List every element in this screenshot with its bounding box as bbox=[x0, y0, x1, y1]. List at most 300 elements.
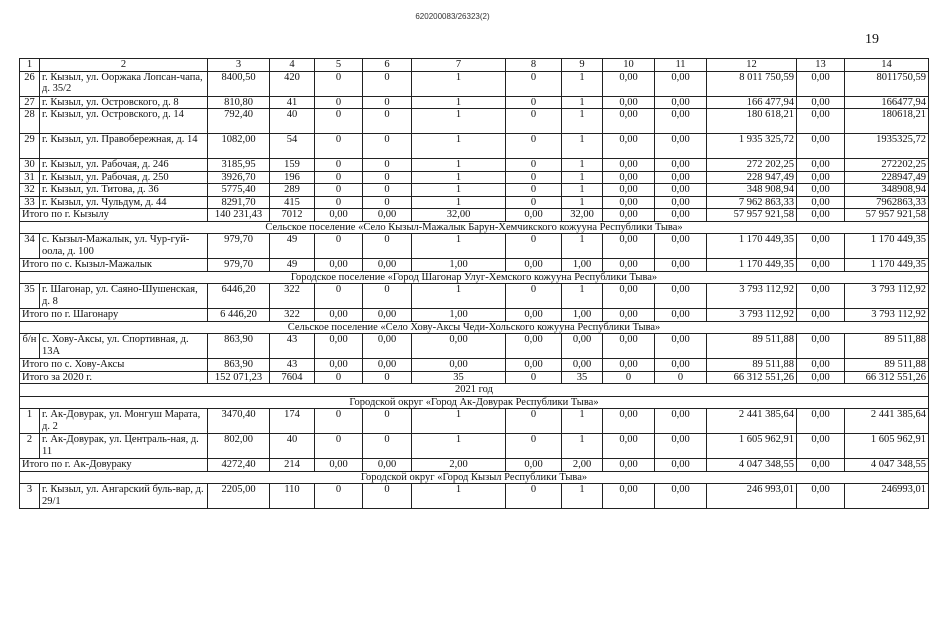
table-cell: 0 bbox=[315, 484, 363, 509]
table-cell: 0,00 bbox=[603, 334, 655, 359]
table-cell: 0 bbox=[315, 134, 363, 159]
total-cell: 0,00 bbox=[506, 459, 562, 472]
table-cell: 0,00 bbox=[655, 284, 707, 309]
total-cell: 0,00 bbox=[797, 209, 845, 222]
table-cell: 0 bbox=[506, 159, 562, 172]
table-cell: 0 bbox=[506, 434, 562, 459]
table-cell: 89 511,88 bbox=[845, 334, 929, 359]
total-cell: 0,00 bbox=[412, 359, 506, 372]
column-number-cell: 4 bbox=[270, 59, 315, 72]
table-row bbox=[20, 109, 929, 134]
total-cell: 0,00 bbox=[655, 359, 707, 372]
total-cell: 0,00 bbox=[655, 309, 707, 322]
total-cell: 43 bbox=[270, 359, 315, 372]
table-cell: 0,00 bbox=[603, 71, 655, 96]
table-cell: 0 bbox=[363, 159, 412, 172]
address-cell: г. Кызыл, ул. Рабочая, д. 250 bbox=[40, 171, 208, 184]
table-cell: 1 170 449,35 bbox=[845, 234, 929, 259]
table-row bbox=[20, 484, 929, 509]
table-cell: 1 bbox=[412, 184, 506, 197]
table-cell: 159 bbox=[270, 159, 315, 172]
total-cell: 0 bbox=[363, 371, 412, 384]
address-cell: г. Кызыл, ул. Правобережная, д. 14 bbox=[40, 134, 208, 159]
row-number-cell: 28 bbox=[20, 109, 40, 134]
table-cell: 0 bbox=[363, 134, 412, 159]
table-cell: 180 618,21 bbox=[707, 109, 797, 134]
total-cell: 1,00 bbox=[412, 309, 506, 322]
table-cell: 1 170 449,35 bbox=[707, 234, 797, 259]
total-cell: 7604 bbox=[270, 371, 315, 384]
table-cell: 0 bbox=[315, 196, 363, 209]
table-cell: 1 bbox=[562, 409, 603, 434]
address-cell: г. Кызыл, ул. Ангарский буль-вар, д. 29/1 bbox=[40, 484, 208, 509]
total-cell: 2,00 bbox=[562, 459, 603, 472]
table-row bbox=[20, 409, 929, 434]
table-cell: 1082,00 bbox=[208, 134, 270, 159]
table-cell: 0,00 bbox=[655, 196, 707, 209]
total-cell: 140 231,43 bbox=[208, 209, 270, 222]
row-number-cell: 27 bbox=[20, 96, 40, 109]
table-row bbox=[20, 196, 929, 209]
total-cell: 0,00 bbox=[797, 371, 845, 384]
table-cell: 0,00 bbox=[797, 71, 845, 96]
total-cell: 0,00 bbox=[506, 309, 562, 322]
table-cell: 0,00 bbox=[655, 409, 707, 434]
table-cell: 0,00 bbox=[655, 334, 707, 359]
table-cell: 1 bbox=[562, 159, 603, 172]
table-cell: 0,00 bbox=[562, 334, 603, 359]
table-cell: 2 441 385,64 bbox=[845, 409, 929, 434]
total-cell: 0,00 bbox=[315, 359, 363, 372]
table-row bbox=[20, 96, 929, 109]
table-cell: 166477,94 bbox=[845, 96, 929, 109]
register-table bbox=[19, 58, 929, 509]
total-cell: 0,00 bbox=[797, 359, 845, 372]
total-cell: 32,00 bbox=[562, 209, 603, 222]
table-cell: 420 bbox=[270, 71, 315, 96]
table-cell: 54 bbox=[270, 134, 315, 159]
table-cell: 1 935 325,72 bbox=[707, 134, 797, 159]
column-number-cell: 12 bbox=[707, 59, 797, 72]
total-label: Итого по г. Шагонару bbox=[20, 309, 208, 322]
total-cell: 35 bbox=[562, 371, 603, 384]
table-cell: 0 bbox=[315, 184, 363, 197]
table-cell: 7962863,33 bbox=[845, 196, 929, 209]
total-cell: 0,00 bbox=[603, 309, 655, 322]
total-cell: 979,70 bbox=[208, 259, 270, 272]
table-cell: 0,00 bbox=[797, 109, 845, 134]
table-cell: 1 605 962,91 bbox=[845, 434, 929, 459]
table-cell: 810,80 bbox=[208, 96, 270, 109]
total-cell: 57 957 921,58 bbox=[707, 209, 797, 222]
table-cell: 0,00 bbox=[797, 159, 845, 172]
table-cell: 2 441 385,64 bbox=[707, 409, 797, 434]
total-cell: 0,00 bbox=[315, 259, 363, 272]
table-cell: 0 bbox=[363, 284, 412, 309]
table-cell: 0,00 bbox=[797, 96, 845, 109]
table-cell: 8291,70 bbox=[208, 196, 270, 209]
total-cell: 0,00 bbox=[655, 459, 707, 472]
table-cell: 0,00 bbox=[315, 334, 363, 359]
table-cell: 0,00 bbox=[655, 96, 707, 109]
table-cell: 0,00 bbox=[797, 196, 845, 209]
table-cell: 0,00 bbox=[603, 284, 655, 309]
table-cell: 0 bbox=[506, 71, 562, 96]
table-cell: 0 bbox=[363, 409, 412, 434]
table-cell: 1 bbox=[412, 109, 506, 134]
address-cell: г. Кызыл, ул. Рабочая, д. 246 bbox=[40, 159, 208, 172]
table-cell: 863,90 bbox=[208, 334, 270, 359]
table-row bbox=[20, 434, 929, 459]
table-cell: 0,00 bbox=[655, 184, 707, 197]
column-number-cell: 9 bbox=[562, 59, 603, 72]
address-cell: г. Кызыл, ул. Ооржака Лопсан-чапа, д. 35/2 bbox=[40, 71, 208, 96]
section-heading: Сельское поселение «Село Кызыл-Мажалык Барун-Хемчикского кожууна Республики Тыва» bbox=[20, 221, 929, 234]
table-cell: 3 793 112,92 bbox=[845, 284, 929, 309]
table-cell: 1 605 962,91 bbox=[707, 434, 797, 459]
total-cell: 0,00 bbox=[603, 209, 655, 222]
table-cell: 0,00 bbox=[603, 184, 655, 197]
table-cell: 0 bbox=[315, 96, 363, 109]
table-cell: 0,00 bbox=[797, 184, 845, 197]
table-cell: 43 bbox=[270, 334, 315, 359]
table-row bbox=[20, 284, 929, 309]
table-row bbox=[20, 334, 929, 359]
total-cell: 0,00 bbox=[603, 359, 655, 372]
total-cell: 0,00 bbox=[363, 209, 412, 222]
section-heading: Городской округ «Город Кызыл Республики Тыва» bbox=[20, 471, 929, 484]
table-cell: 89 511,88 bbox=[707, 334, 797, 359]
column-number-cell: 8 bbox=[506, 59, 562, 72]
table-cell: 8400,50 bbox=[208, 71, 270, 96]
table-cell: 0,00 bbox=[655, 109, 707, 134]
section-heading: Городское поселение «Город Шагонар Улуг-Хемского кожууна Республики Тыва» bbox=[20, 271, 929, 284]
table-cell: 0,00 bbox=[603, 434, 655, 459]
address-cell: г. Кызыл, ул. Островского, д. 8 bbox=[40, 96, 208, 109]
table-cell: 0,00 bbox=[363, 334, 412, 359]
total-cell: 0,00 bbox=[797, 309, 845, 322]
total-label: Итого по с. Кызыл-Мажалык bbox=[20, 259, 208, 272]
table-cell: 1935325,72 bbox=[845, 134, 929, 159]
row-number-cell: 1 bbox=[20, 409, 40, 434]
table-row bbox=[20, 159, 929, 172]
address-cell: г. Кызыл, ул. Титова, д. 36 bbox=[40, 184, 208, 197]
table-cell: 0 bbox=[363, 171, 412, 184]
section-heading-row bbox=[20, 396, 929, 409]
table-cell: 0,00 bbox=[655, 71, 707, 96]
table-cell: 0 bbox=[315, 409, 363, 434]
table-cell: 0,00 bbox=[655, 434, 707, 459]
total-label: Итого по г. Кызылу bbox=[20, 209, 208, 222]
row-number-cell: 30 bbox=[20, 159, 40, 172]
total-cell: 152 071,23 bbox=[208, 371, 270, 384]
table-cell: 272202,25 bbox=[845, 159, 929, 172]
table-cell: 3 793 112,92 bbox=[707, 284, 797, 309]
row-number-cell: 3 bbox=[20, 484, 40, 509]
table-cell: 415 bbox=[270, 196, 315, 209]
total-cell: 1,00 bbox=[562, 309, 603, 322]
table-cell: 0,00 bbox=[655, 234, 707, 259]
total-cell: 3 793 112,92 bbox=[707, 309, 797, 322]
total-row bbox=[20, 459, 929, 472]
total-cell: 49 bbox=[270, 259, 315, 272]
table-cell: 1 bbox=[562, 234, 603, 259]
page-number: 19 bbox=[865, 32, 879, 47]
total-cell: 0,00 bbox=[655, 209, 707, 222]
column-number-cell: 2 bbox=[40, 59, 208, 72]
section-heading-row bbox=[20, 471, 929, 484]
table-cell: 0 bbox=[506, 409, 562, 434]
address-cell: г. Кызыл, ул. Островского, д. 14 bbox=[40, 109, 208, 134]
total-cell: 0 bbox=[655, 371, 707, 384]
table-cell: 1 bbox=[412, 284, 506, 309]
table-cell: 0,00 bbox=[603, 196, 655, 209]
table-cell: 6446,20 bbox=[208, 284, 270, 309]
table-cell: 0 bbox=[506, 234, 562, 259]
table-cell: 0,00 bbox=[603, 409, 655, 434]
table-cell: 0 bbox=[506, 96, 562, 109]
total-label: Итого за 2020 г. bbox=[20, 371, 208, 384]
address-cell: с. Кызыл-Мажалык, ул. Чур-гуй-оола, д. 100 bbox=[40, 234, 208, 259]
table-cell: 0 bbox=[315, 159, 363, 172]
total-cell: 0,00 bbox=[363, 259, 412, 272]
column-number-cell: 7 bbox=[412, 59, 506, 72]
address-cell: г. Шагонар, ул. Саяно-Шушенская, д. 8 bbox=[40, 284, 208, 309]
table-cell: 0,00 bbox=[797, 171, 845, 184]
total-cell: 0,00 bbox=[363, 309, 412, 322]
total-cell: 7012 bbox=[270, 209, 315, 222]
table-cell: 0 bbox=[506, 484, 562, 509]
table-cell: 0 bbox=[363, 109, 412, 134]
table-cell: 0 bbox=[315, 71, 363, 96]
total-cell: 0,00 bbox=[797, 259, 845, 272]
row-number-cell: 32 bbox=[20, 184, 40, 197]
table-row bbox=[20, 134, 929, 159]
table-cell: 0,00 bbox=[603, 159, 655, 172]
document-id: 620200083/26323(2) bbox=[415, 12, 490, 21]
table-cell: 1 bbox=[562, 71, 603, 96]
table-cell: 2205,00 bbox=[208, 484, 270, 509]
row-number-cell: 31 bbox=[20, 171, 40, 184]
table-cell: 0 bbox=[315, 234, 363, 259]
table-cell: 0,00 bbox=[603, 134, 655, 159]
total-cell: 0,00 bbox=[603, 459, 655, 472]
column-number-cell: 14 bbox=[845, 59, 929, 72]
total-row bbox=[20, 371, 929, 384]
address-cell: г. Ак-Довурак, ул. Монгуш Марата, д. 2 bbox=[40, 409, 208, 434]
table-cell: 3926,70 bbox=[208, 171, 270, 184]
section-heading-row bbox=[20, 221, 929, 234]
table-cell: 0 bbox=[506, 196, 562, 209]
address-cell: г. Кызыл, ул. Чульдум, д. 44 bbox=[40, 196, 208, 209]
section-heading: Сельское поселение «Село Хову-Аксы Чеди-Хольского кожууна Республики Тыва» bbox=[20, 321, 929, 334]
table-cell: 0 bbox=[506, 184, 562, 197]
table-cell: 0,00 bbox=[506, 334, 562, 359]
table-cell: 7 962 863,33 bbox=[707, 196, 797, 209]
table-cell: 0 bbox=[363, 196, 412, 209]
table-cell: 979,70 bbox=[208, 234, 270, 259]
table-cell: 196 bbox=[270, 171, 315, 184]
total-cell: 1 170 449,35 bbox=[845, 259, 929, 272]
table-cell: 1 bbox=[562, 96, 603, 109]
total-cell: 0 bbox=[315, 371, 363, 384]
total-cell: 0,00 bbox=[506, 209, 562, 222]
column-number-cell: 13 bbox=[797, 59, 845, 72]
table-cell: 1 bbox=[562, 434, 603, 459]
row-number-cell: 26 bbox=[20, 71, 40, 96]
table-cell: 0 bbox=[363, 434, 412, 459]
total-cell: 3 793 112,92 bbox=[845, 309, 929, 322]
table-cell: 0,00 bbox=[797, 434, 845, 459]
table-cell: 246993,01 bbox=[845, 484, 929, 509]
table-cell: 0 bbox=[506, 171, 562, 184]
table-cell: 1 bbox=[412, 409, 506, 434]
table-cell: 0,00 bbox=[797, 334, 845, 359]
table-row bbox=[20, 171, 929, 184]
table-cell: 1 bbox=[562, 196, 603, 209]
table-cell: 0,00 bbox=[655, 134, 707, 159]
total-cell: 2,00 bbox=[412, 459, 506, 472]
table-cell: 1 bbox=[562, 171, 603, 184]
section-heading: 2021 год bbox=[20, 384, 929, 397]
table-cell: 1 bbox=[412, 134, 506, 159]
row-number-cell: б/н bbox=[20, 334, 40, 359]
total-cell: 0,00 bbox=[315, 309, 363, 322]
total-cell: 0,00 bbox=[363, 459, 412, 472]
section-heading: Городской округ «Город Ак-Довурак Республики Тыва» bbox=[20, 396, 929, 409]
total-cell: 0,00 bbox=[655, 259, 707, 272]
table-cell: 0,00 bbox=[603, 484, 655, 509]
table-cell: 228 947,49 bbox=[707, 171, 797, 184]
total-cell: 35 bbox=[412, 371, 506, 384]
total-cell: 1,00 bbox=[412, 259, 506, 272]
total-cell: 4272,40 bbox=[208, 459, 270, 472]
total-cell: 66 312 551,26 bbox=[707, 371, 797, 384]
total-cell: 0,00 bbox=[315, 209, 363, 222]
table-cell: 1 bbox=[562, 134, 603, 159]
total-cell: 0,00 bbox=[315, 459, 363, 472]
table-cell: 1 bbox=[412, 234, 506, 259]
table-cell: 1 bbox=[562, 184, 603, 197]
column-number-cell: 1 bbox=[20, 59, 40, 72]
table-cell: 1 bbox=[562, 284, 603, 309]
table-cell: 272 202,25 bbox=[707, 159, 797, 172]
total-cell: 0 bbox=[506, 371, 562, 384]
table-cell: 1 bbox=[412, 71, 506, 96]
total-cell: 0,00 bbox=[506, 259, 562, 272]
table-cell: 0,00 bbox=[797, 409, 845, 434]
table-cell: 322 bbox=[270, 284, 315, 309]
address-cell: с. Хову-Аксы, ул. Спортивная, д. 13А bbox=[40, 334, 208, 359]
table-row bbox=[20, 234, 929, 259]
table-cell: 289 bbox=[270, 184, 315, 197]
table-cell: 0,00 bbox=[603, 109, 655, 134]
total-cell: 1,00 bbox=[562, 259, 603, 272]
total-cell: 0,00 bbox=[562, 359, 603, 372]
total-cell: 89 511,88 bbox=[707, 359, 797, 372]
table-cell: 0,00 bbox=[655, 171, 707, 184]
table-cell: 0 bbox=[315, 171, 363, 184]
table-cell: 49 bbox=[270, 234, 315, 259]
row-number-cell: 35 bbox=[20, 284, 40, 309]
total-cell: 32,00 bbox=[412, 209, 506, 222]
row-number-cell: 33 bbox=[20, 196, 40, 209]
table-cell: 0 bbox=[363, 71, 412, 96]
table-cell: 180618,21 bbox=[845, 109, 929, 134]
table-cell: 0 bbox=[315, 284, 363, 309]
column-number-cell: 10 bbox=[603, 59, 655, 72]
total-cell: 89 511,88 bbox=[845, 359, 929, 372]
total-cell: 6 446,20 bbox=[208, 309, 270, 322]
total-row bbox=[20, 309, 929, 322]
table-cell: 0 bbox=[506, 134, 562, 159]
table-cell: 0 bbox=[506, 284, 562, 309]
table-cell: 0,00 bbox=[797, 134, 845, 159]
total-row bbox=[20, 209, 929, 222]
table-cell: 40 bbox=[270, 109, 315, 134]
column-number-cell: 3 bbox=[208, 59, 270, 72]
table-cell: 8011750,59 bbox=[845, 71, 929, 96]
table-cell: 228947,49 bbox=[845, 171, 929, 184]
row-number-cell: 2 bbox=[20, 434, 40, 459]
total-cell: 57 957 921,58 bbox=[845, 209, 929, 222]
table-cell: 0 bbox=[506, 109, 562, 134]
table-cell: 5775,40 bbox=[208, 184, 270, 197]
table-row bbox=[20, 184, 929, 197]
total-cell: 4 047 348,55 bbox=[707, 459, 797, 472]
total-row bbox=[20, 359, 929, 372]
table-cell: 792,40 bbox=[208, 109, 270, 134]
table-cell: 1 bbox=[562, 109, 603, 134]
table-cell: 41 bbox=[270, 96, 315, 109]
table-cell: 0,00 bbox=[603, 96, 655, 109]
table-cell: 0 bbox=[363, 184, 412, 197]
table-cell: 1 bbox=[412, 171, 506, 184]
total-cell: 214 bbox=[270, 459, 315, 472]
total-cell: 1 170 449,35 bbox=[707, 259, 797, 272]
table-cell: 0,00 bbox=[603, 171, 655, 184]
column-number-row bbox=[20, 59, 929, 72]
table-cell: 1 bbox=[412, 159, 506, 172]
table-cell: 1 bbox=[562, 484, 603, 509]
table-cell: 1 bbox=[412, 434, 506, 459]
address-cell: г. Ак-Довурак, ул. Централь-ная, д. 11 bbox=[40, 434, 208, 459]
section-heading-row bbox=[20, 271, 929, 284]
column-number-cell: 6 bbox=[363, 59, 412, 72]
column-number-cell: 5 bbox=[315, 59, 363, 72]
table-cell: 246 993,01 bbox=[707, 484, 797, 509]
table-cell: 0,00 bbox=[603, 234, 655, 259]
total-cell: 863,90 bbox=[208, 359, 270, 372]
table-cell: 3470,40 bbox=[208, 409, 270, 434]
table-cell: 802,00 bbox=[208, 434, 270, 459]
table-cell: 0 bbox=[363, 484, 412, 509]
total-cell: 322 bbox=[270, 309, 315, 322]
total-cell: 0,00 bbox=[603, 259, 655, 272]
total-row bbox=[20, 259, 929, 272]
table-cell: 0,00 bbox=[655, 484, 707, 509]
table-cell: 166 477,94 bbox=[707, 96, 797, 109]
table-cell: 110 bbox=[270, 484, 315, 509]
table-cell: 8 011 750,59 bbox=[707, 71, 797, 96]
table-cell: 40 bbox=[270, 434, 315, 459]
table-cell: 348908,94 bbox=[845, 184, 929, 197]
total-cell: 0 bbox=[603, 371, 655, 384]
row-number-cell: 34 bbox=[20, 234, 40, 259]
total-label: Итого по г. Ак-Довураку bbox=[20, 459, 208, 472]
table-cell: 1 bbox=[412, 484, 506, 509]
column-number-cell: 11 bbox=[655, 59, 707, 72]
